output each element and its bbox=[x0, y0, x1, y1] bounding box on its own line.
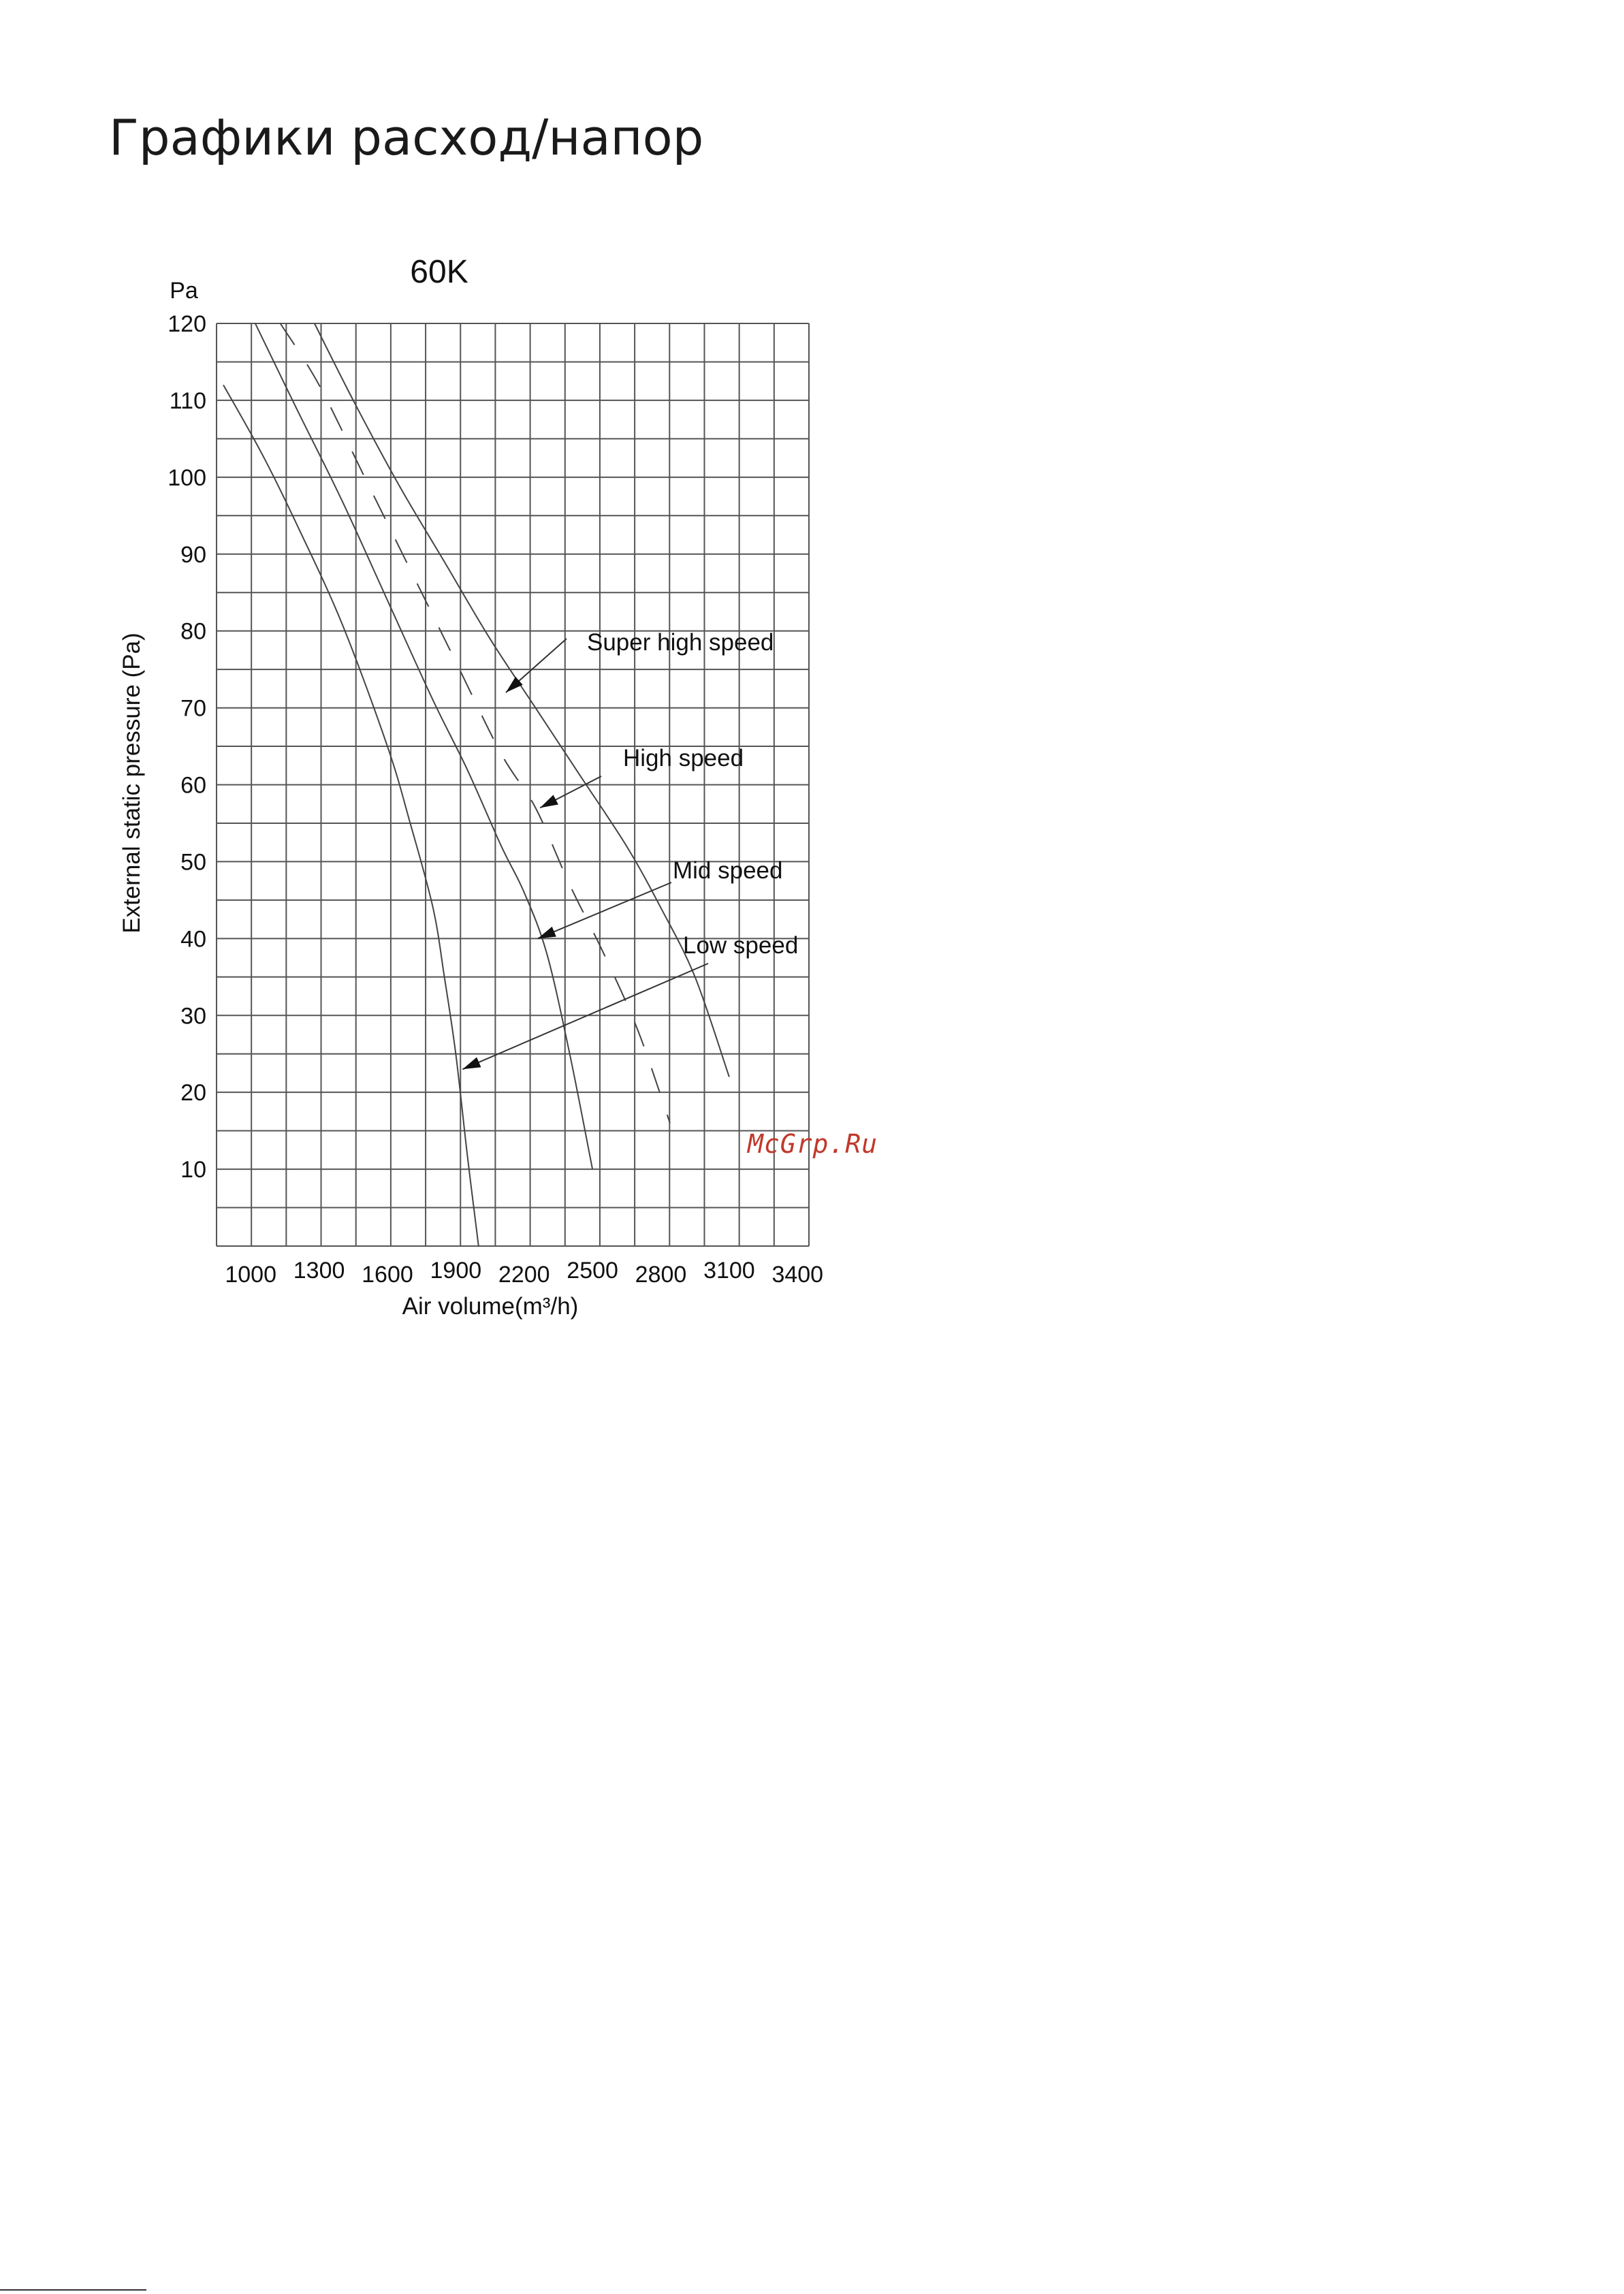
y-tick-label: 80 bbox=[180, 618, 206, 645]
series-line-low-speed bbox=[223, 385, 479, 1246]
y-unit-label: Pa bbox=[170, 278, 198, 304]
x-tick-label: 2200 bbox=[498, 1262, 550, 1288]
y-tick-label: 10 bbox=[180, 1157, 206, 1183]
annotation-label-super-high-speed: Super high speed bbox=[587, 629, 774, 656]
page-title: Графики расход/напор bbox=[109, 109, 704, 166]
axis-labels bbox=[118, 254, 823, 1320]
series-line-high-speed bbox=[281, 323, 670, 1123]
y-tick-label: 110 bbox=[169, 387, 206, 414]
x-tick-label: 2800 bbox=[635, 1262, 687, 1288]
arrowhead-low-speed bbox=[462, 1057, 481, 1070]
x-tick-label: 3100 bbox=[703, 1258, 755, 1284]
arrowhead-high-speed bbox=[540, 795, 558, 808]
y-tick-label: 70 bbox=[180, 695, 206, 722]
y-axis-label: External static pressure (Pa) bbox=[118, 633, 145, 934]
y-tick-label: 100 bbox=[168, 464, 206, 491]
x-tick-label: 1000 bbox=[225, 1262, 277, 1288]
y-tick-label: 20 bbox=[180, 1080, 206, 1106]
series-line-super-high-speed bbox=[315, 323, 729, 1077]
annotation-label-low-speed: Low speed bbox=[683, 932, 799, 959]
annotations bbox=[462, 629, 798, 1069]
annotation-label-mid-speed: Mid speed bbox=[673, 857, 783, 884]
footer-rule bbox=[0, 2289, 146, 2291]
y-tick-label: 40 bbox=[180, 926, 206, 953]
x-tick-label: 2500 bbox=[567, 1258, 618, 1284]
y-tick-label: 50 bbox=[180, 849, 206, 876]
chart-title: 60K bbox=[410, 254, 468, 290]
watermark: McGrp.Ru bbox=[748, 1129, 878, 1159]
y-tick-label: 60 bbox=[180, 772, 206, 799]
y-tick-label: 90 bbox=[180, 541, 206, 568]
x-axis-label: Air volume(m³/h) bbox=[402, 1293, 579, 1320]
x-tick-label: 3400 bbox=[771, 1262, 824, 1288]
x-tick-label: 1900 bbox=[430, 1258, 482, 1284]
x-tick-label: 1300 bbox=[293, 1258, 345, 1284]
y-tick-label: 30 bbox=[180, 1003, 206, 1030]
grid bbox=[217, 323, 809, 1246]
y-tick-label: 120 bbox=[168, 311, 206, 337]
annotation-label-high-speed: High speed bbox=[623, 745, 744, 771]
x-tick-label: 1600 bbox=[362, 1262, 413, 1288]
leader-line-mid-speed bbox=[538, 882, 671, 938]
